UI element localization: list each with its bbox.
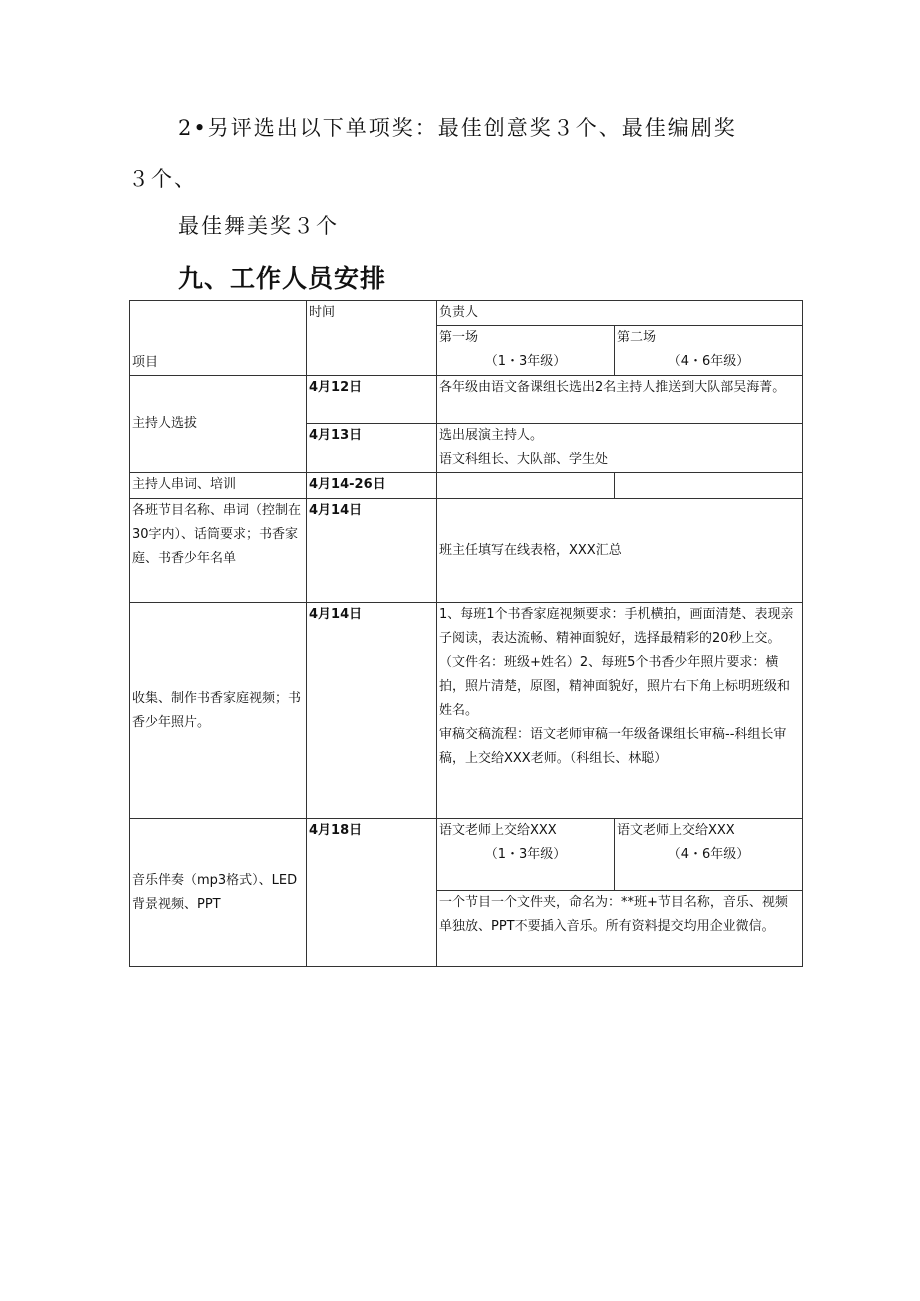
award-paragraph-line3: 最佳舞美奖３个 bbox=[178, 214, 339, 238]
row-item: 音乐伴奏（mp3格式）、LED背景视频、PPT bbox=[130, 819, 307, 967]
table-row bbox=[130, 819, 803, 891]
session2-grade: （4・6年级） bbox=[667, 354, 750, 369]
row-owner: 班主任填写在线表格，XXX汇总 bbox=[437, 499, 803, 603]
session1-label: 第一场 bbox=[439, 330, 479, 345]
row-time: 4月18日 bbox=[307, 819, 437, 967]
row-owner-s1-text: 语文老师上交给XXX bbox=[439, 823, 557, 838]
session1-grade: （1・3年级） bbox=[484, 354, 567, 369]
row-owner-s1-grade: （1・3年级） bbox=[484, 847, 567, 862]
row-item: 各班节目名称、串词（控制在30字内）、话筒要求；书香家庭、书香少年名单 bbox=[130, 499, 307, 603]
table-row bbox=[130, 499, 803, 603]
row-owner-s2-grade: （4・6年级） bbox=[667, 847, 750, 862]
row-owner: 一个节目一个文件夹，命名为：**班+节目名称，音乐、视频单独放、PPT不要插入音乐。所有资料提交均用企业微信。 bbox=[437, 891, 803, 967]
section-heading: 九、工作人员安排 bbox=[178, 264, 387, 293]
session2-label: 第二场 bbox=[617, 330, 657, 345]
header-item: 项目 bbox=[130, 301, 307, 376]
row-owner-line: 审稿交稿流程：语文老师审稿一年级备课组长审稿--科组长审稿，上交给XXX老师。（科组长、林聪） bbox=[439, 727, 787, 766]
row-time: 4月13日 bbox=[307, 424, 437, 473]
row-time: 4月12日 bbox=[307, 376, 437, 424]
row-time: 4月14日 bbox=[307, 499, 437, 603]
row-owner-s1 bbox=[437, 819, 615, 891]
header-session2 bbox=[615, 326, 803, 376]
award-paragraph-line1: 2•另评选出以下单项奖：最佳创意奖３个、最佳编剧奖 bbox=[178, 116, 737, 140]
row-owner bbox=[437, 603, 803, 819]
table-row bbox=[130, 603, 803, 819]
row-owner-line: 语文科组长、大队部、学生处 bbox=[439, 452, 609, 467]
table-row bbox=[130, 376, 803, 424]
header-time: 时间 bbox=[307, 301, 437, 376]
row-owner-s1 bbox=[437, 473, 615, 499]
row-owner-s2 bbox=[615, 819, 803, 891]
row-owner-line: 1、每班1个书香家庭视频要求：手机横拍，画面清楚、表现亲子阅读，表达流畅、精神面貌好，选择最精彩的20秒上交。（文件名：班级+姓名）2、每班5个书香少年照片要求：横拍，照片清楚，原图，精神面貌好，照片右下角上标明班级和姓名。 bbox=[439, 607, 794, 718]
row-owner-line: 选出展演主持人。 bbox=[439, 428, 544, 443]
row-owner-s2 bbox=[615, 473, 803, 499]
row-owner: 各年级由语文备课组长选出2名主持人推送到大队部吴海菁。 bbox=[437, 376, 803, 424]
table-header-row bbox=[130, 301, 803, 326]
row-time: 4月14日 bbox=[307, 603, 437, 819]
award-paragraph-line2: ３个、 bbox=[128, 167, 197, 191]
row-item: 主持人选拔 bbox=[130, 376, 307, 473]
table-row bbox=[130, 473, 803, 499]
row-time: 4月14-26日 bbox=[307, 473, 437, 499]
header-session1 bbox=[437, 326, 615, 376]
row-item: 收集、制作书香家庭视频；书香少年照片。 bbox=[130, 603, 307, 819]
staff-arrangement-table bbox=[129, 300, 803, 967]
row-owner-s2-text: 语文老师上交给XXX bbox=[617, 823, 735, 838]
row-item: 主持人串词、培训 bbox=[130, 473, 307, 499]
row-owner bbox=[437, 424, 803, 473]
header-owner: 负责人 bbox=[437, 301, 803, 326]
